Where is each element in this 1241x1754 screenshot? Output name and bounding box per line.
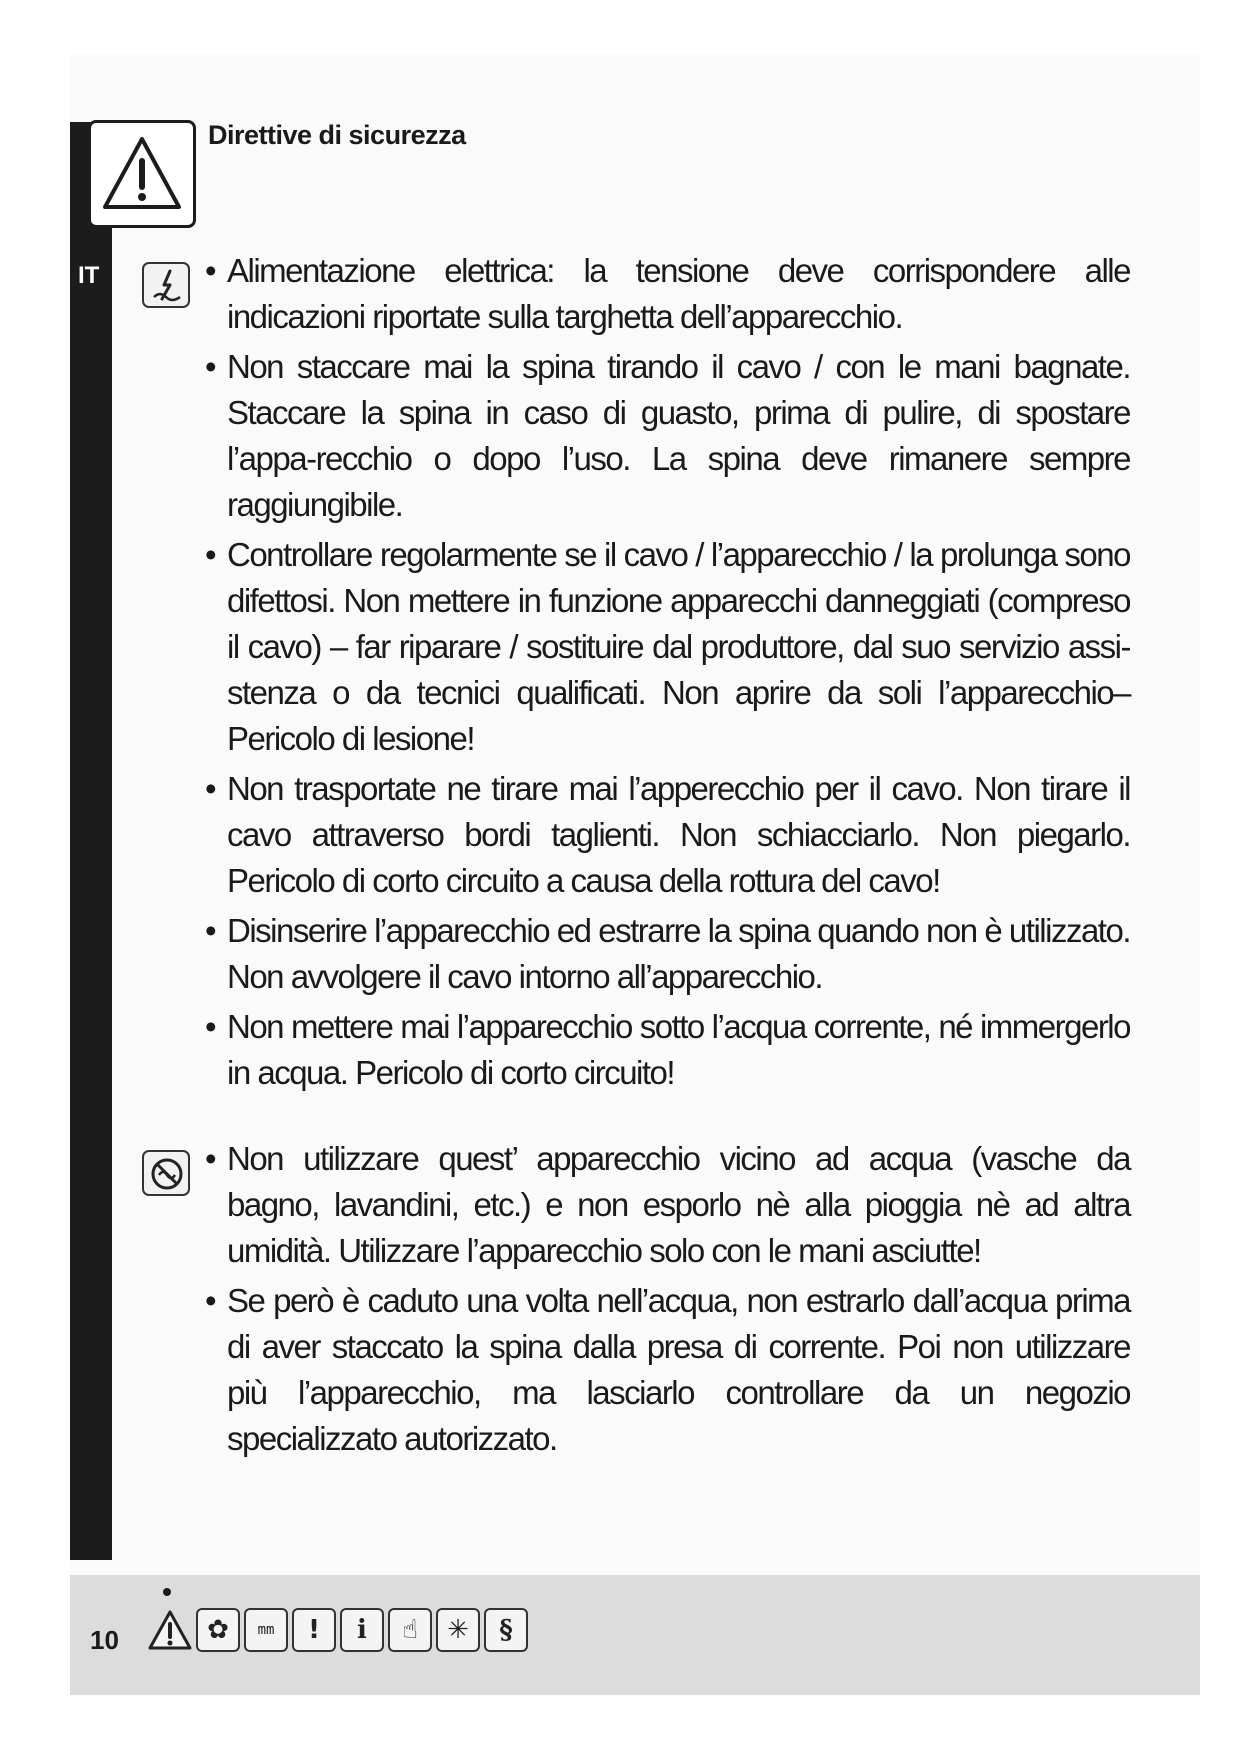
active-indicator-dot <box>163 1588 171 1596</box>
list-item: • Disinserire l’apparecchio ed estrarre la spina quando non è utilizzato. Non avvolgere il cavo intorno all’apparecchio. <box>205 908 1130 1000</box>
footer-hand-icon[interactable] <box>388 1608 432 1652</box>
hand-icon: ☝ <box>402 1615 418 1645</box>
page-number: 10 <box>90 1625 119 1655</box>
list-item: • Se però è caduto una volta nell’acqua, non estrarlo dall’acqua prima di aver staccato la spina dalla presa di corrente. Poi non utilizzare più l’apparecchio, ma lasciarlo controllare da un negozio specializzato autorizzato. <box>205 1278 1130 1462</box>
no-water-icon-frame <box>142 1150 190 1196</box>
list-item: • Non trasportate ne tirare mai l’apperecchio per il cavo. Non tirare il cavo attraverso bordi taglienti. Non schiacciarlo. Non piegarlo. Pericolo di corto circuito a causa della rottura del cavo! <box>205 766 1130 904</box>
exclamation-icon: ! <box>308 1615 320 1645</box>
footer-asterisk-icon[interactable] <box>436 1608 480 1652</box>
electric-shock-icon-frame <box>142 262 190 308</box>
warning-triangle-icon <box>148 1608 192 1652</box>
list-item: • Controllare regolarmente se il cavo / l’apparecchio / la prolunga sono difettosi. Non mettere in funzione apparecchi danneggiati (compreso il cavo) – far riparare / sostituire dal produttore, dal suo servizio assi-stenza o da tecnici qualificati. Non aprire da soli l’apparecchio– Pericolo di lesione! <box>205 532 1130 762</box>
bullet-list-water <box>205 1136 1130 1466</box>
warning-triangle-icon <box>101 133 183 215</box>
electric-shock-icon <box>148 267 186 305</box>
header-icon-frame <box>88 120 196 228</box>
list-item: • Non mettere mai l’apparecchio sotto l’acqua corrente, né immergerlo in acqua. Pericolo di corto circuito! <box>205 1004 1130 1096</box>
list-item: • Non staccare mai la spina tirando il cavo / con le mani bagnate. Staccare la spina in caso di guasto, prima di pulire, di spostare l’appa-recchio o dopo l’uso. La spina deve rimanere sempre raggiungibile. <box>205 344 1130 528</box>
section-sign-icon: § <box>499 1615 513 1645</box>
section-title: Direttive di sicurezza <box>208 120 466 150</box>
footer-icon-row <box>148 1608 528 1652</box>
footer-exclamation-icon[interactable] <box>292 1608 336 1652</box>
ruler-mm-icon: mm <box>257 1622 275 1638</box>
side-bar <box>70 122 112 1560</box>
footer-fan-icon[interactable] <box>196 1608 240 1652</box>
list-item: • Non utilizzare quest’ apparecchio vicino ad acqua (vasche da bagno, lavandini, etc.) e non esporlo nè alla pioggia nè ad altra umidità. Utilizzare l’apparecchio solo con le mani asciutte! <box>205 1136 1130 1274</box>
asterisk-icon: ✳ <box>447 1615 469 1645</box>
list-item: • Alimentazione elettrica: la tensione deve corrispondere alle indicazioni riportate sulla targhetta dell’apparecchio. <box>205 248 1130 340</box>
footer-warning-triangle-icon[interactable] <box>148 1608 192 1652</box>
footer-section-sign-icon[interactable] <box>484 1608 528 1652</box>
language-tab: IT <box>78 262 100 289</box>
no-water-icon <box>148 1155 186 1193</box>
info-icon: i <box>357 1615 367 1645</box>
footer-info-icon[interactable] <box>340 1608 384 1652</box>
footer-ruler-mm-icon[interactable] <box>244 1608 288 1652</box>
bullet-list-electric <box>205 248 1130 1100</box>
fan-icon: ✿ <box>207 1615 229 1645</box>
